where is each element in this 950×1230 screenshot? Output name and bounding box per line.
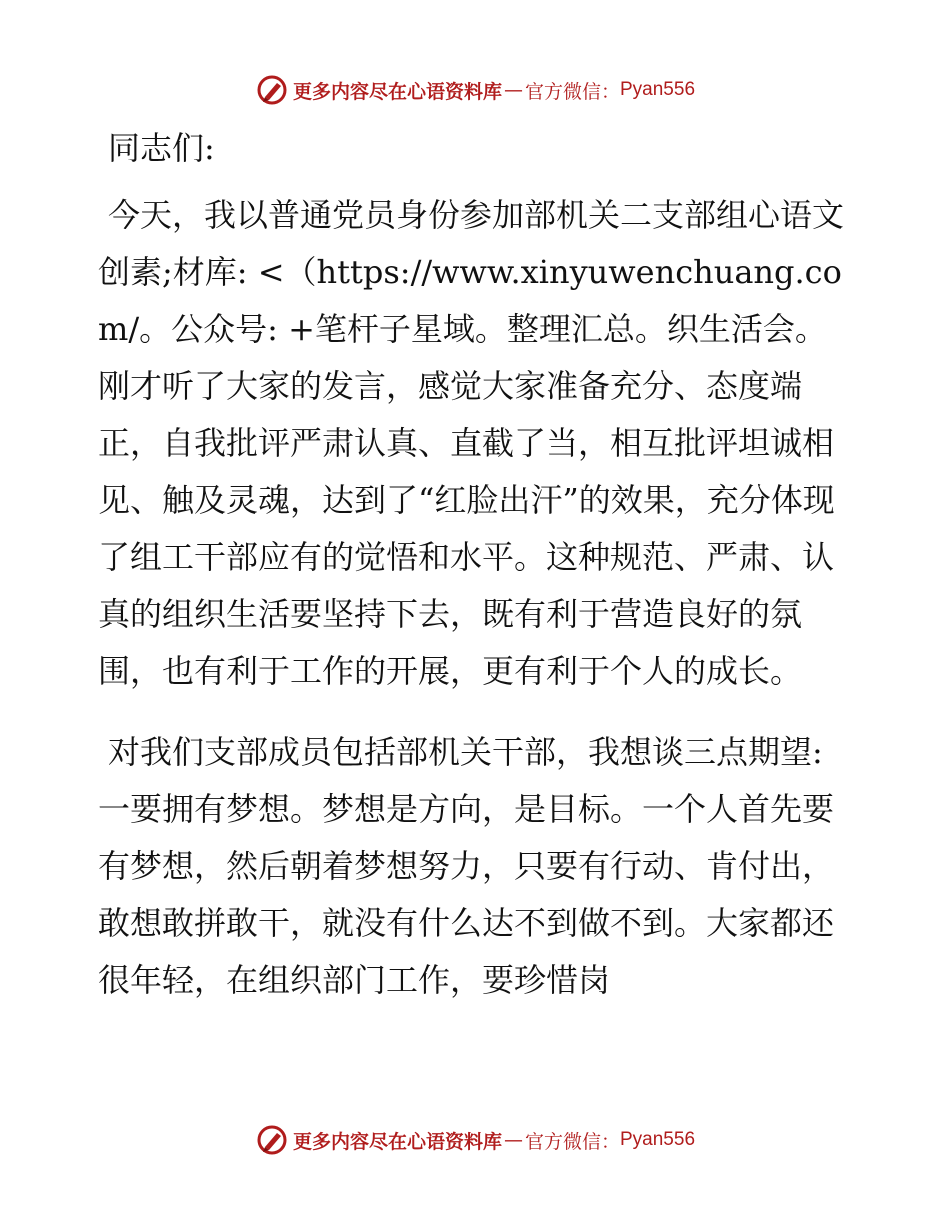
document-body	[98, 120, 858, 1033]
banner-wechat-id: Pyan556	[620, 79, 696, 100]
banner-wechat-label: 官方微信：	[524, 1130, 620, 1153]
banner-dash: —	[503, 1129, 523, 1151]
paragraph-2: 对我们支部成员包括部机关干部，我想谈三点期望: 一要拥有梦想。梦想是方向，是目标。一个人首先要有梦想，然后朝着梦想努力，只要有行动、肯付出，敢想敢拼敢干，就没有什么达不到做不到。大家都还很年轻，在组织部门工作，要珍惜岗	[98, 733, 835, 999]
pen-logo-icon	[255, 1123, 289, 1157]
banner-wechat-label: 官方微信：	[524, 80, 620, 103]
pen-logo-icon	[255, 73, 289, 107]
banner-main-text: 更多内容尽在心语资料库	[292, 80, 502, 103]
footer-banner	[0, 1120, 950, 1160]
banner-dash: —	[503, 79, 523, 101]
paragraph-1: 今天，我以普通党员身份参加部机关二支部组心语文创素;材库: <（https://www.xinyuwenchuang.com/。公众号: +笔杆子星域。整理汇总。织生活会。刚才听了大家的发言，感觉大家准备充分、态度端正，自我批评严肃认真、直截了当，相互批评坦诚相见、触及灵魂，达到了“红脸出汗”的效果，充分体现了组工干部应有的觉悟和水平。这种规范、严肃、认真的组织生活要坚持下去，既有利于营造良好的氛围，也有利于工作的开展，更有利于个人的成长。	[98, 196, 845, 690]
header-banner	[0, 70, 950, 110]
banner-wechat-id: Pyan556	[620, 1129, 696, 1150]
banner-main-text: 更多内容尽在心语资料库	[292, 1130, 502, 1153]
greeting: 同志们:	[108, 129, 215, 167]
